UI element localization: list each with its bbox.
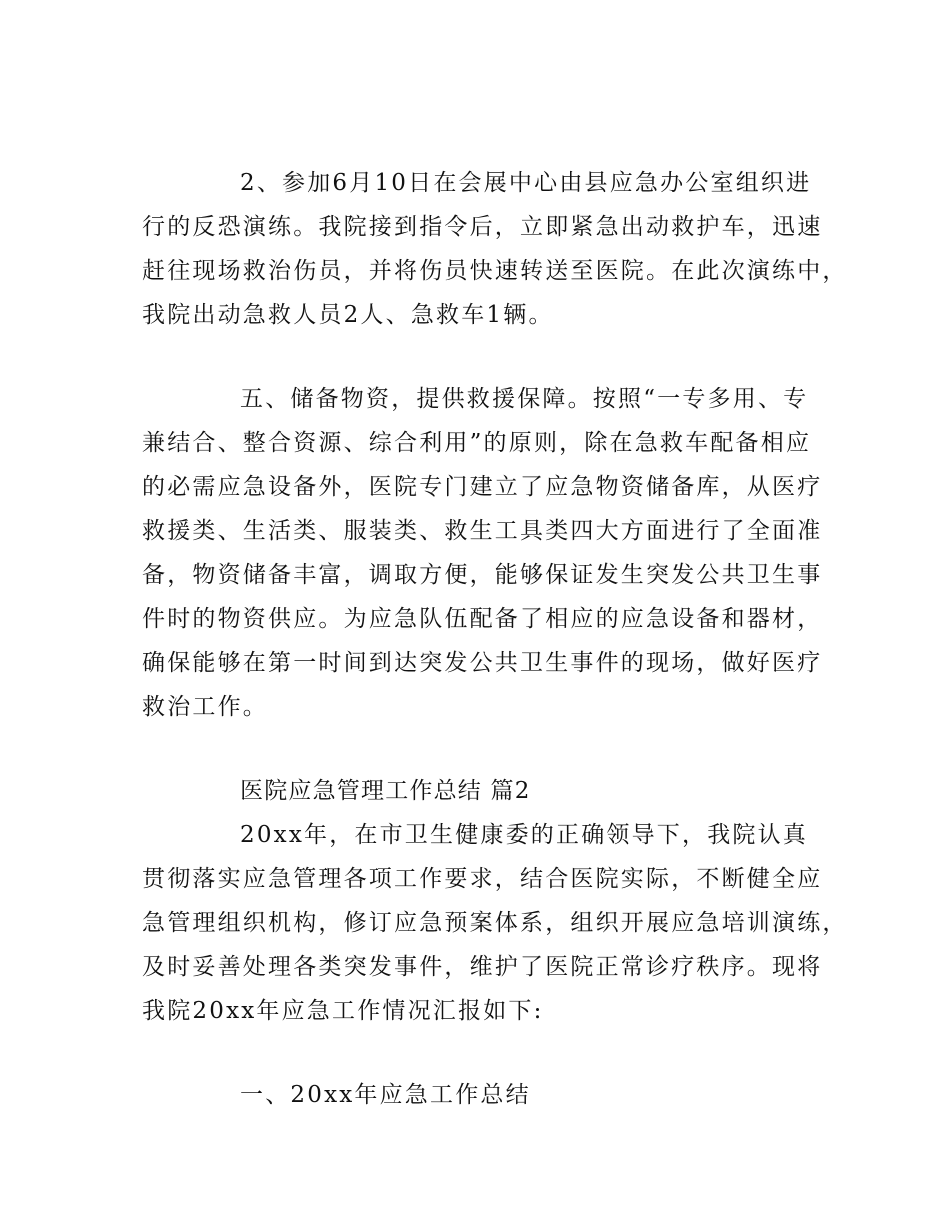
paragraph-line: 五、储备物资，提供救援保障。按照“一专多用、专 xyxy=(240,386,809,412)
paragraph-line: 及时妥善处理各类突发事件，维护了医院正常诊疗秩序。现将 xyxy=(142,954,823,980)
paragraph-line: 确保能够在第一时间到达突发公共卫生事件的现场，做好医疗 xyxy=(142,650,823,676)
paragraph-line: 救援类、生活类、服装类、救生工具类四大方面进行了全面准 xyxy=(142,518,823,544)
paragraph-line: 行的反恐演练。我院接到指令后，立即紧急出动救护车，迅速 xyxy=(142,214,823,240)
paragraph-line: 备，物资储备丰富，调取方便，能够保证发生突发公共卫生事 xyxy=(142,562,823,588)
paragraph-line: 我院出动急救人员2人、急救车1辆。 xyxy=(142,302,554,328)
paragraph-line: 贯彻落实应急管理各项工作要求，结合医院实际，不断健全应 xyxy=(142,866,823,892)
paragraph-line: 急管理组织机构，修订应急预案体系，组织开展应急培训演练， xyxy=(142,910,848,936)
article-title: 医院应急管理工作总结 篇2 xyxy=(240,778,531,804)
paragraph-line: 的必需应急设备外，医院专门建立了应急物资储备库，从医疗 xyxy=(142,474,823,500)
paragraph-line: 赶往现场救治伤员，并将伤员快速转送至医院。在此次演练中， xyxy=(142,258,848,284)
paragraph-line: 2、参加6月10日在会展中心由县应急办公室组织进 xyxy=(240,170,812,196)
paragraph-line: 救治工作。 xyxy=(142,694,268,720)
paragraph-line: 兼结合、整合资源、综合利用”的原则，除在急救车配备相应 xyxy=(142,430,812,456)
section-heading: 一、20xx年应急工作总结 xyxy=(240,1082,531,1108)
paragraph-line: 20xx年，在市卫生健康委的正确领导下，我院认真 xyxy=(240,822,809,848)
paragraph-line: 我院20xx年应急工作情况汇报如下: xyxy=(142,998,544,1024)
paragraph-line: 件时的物资供应。为应急队伍配备了相应的应急设备和器材， xyxy=(142,606,823,632)
